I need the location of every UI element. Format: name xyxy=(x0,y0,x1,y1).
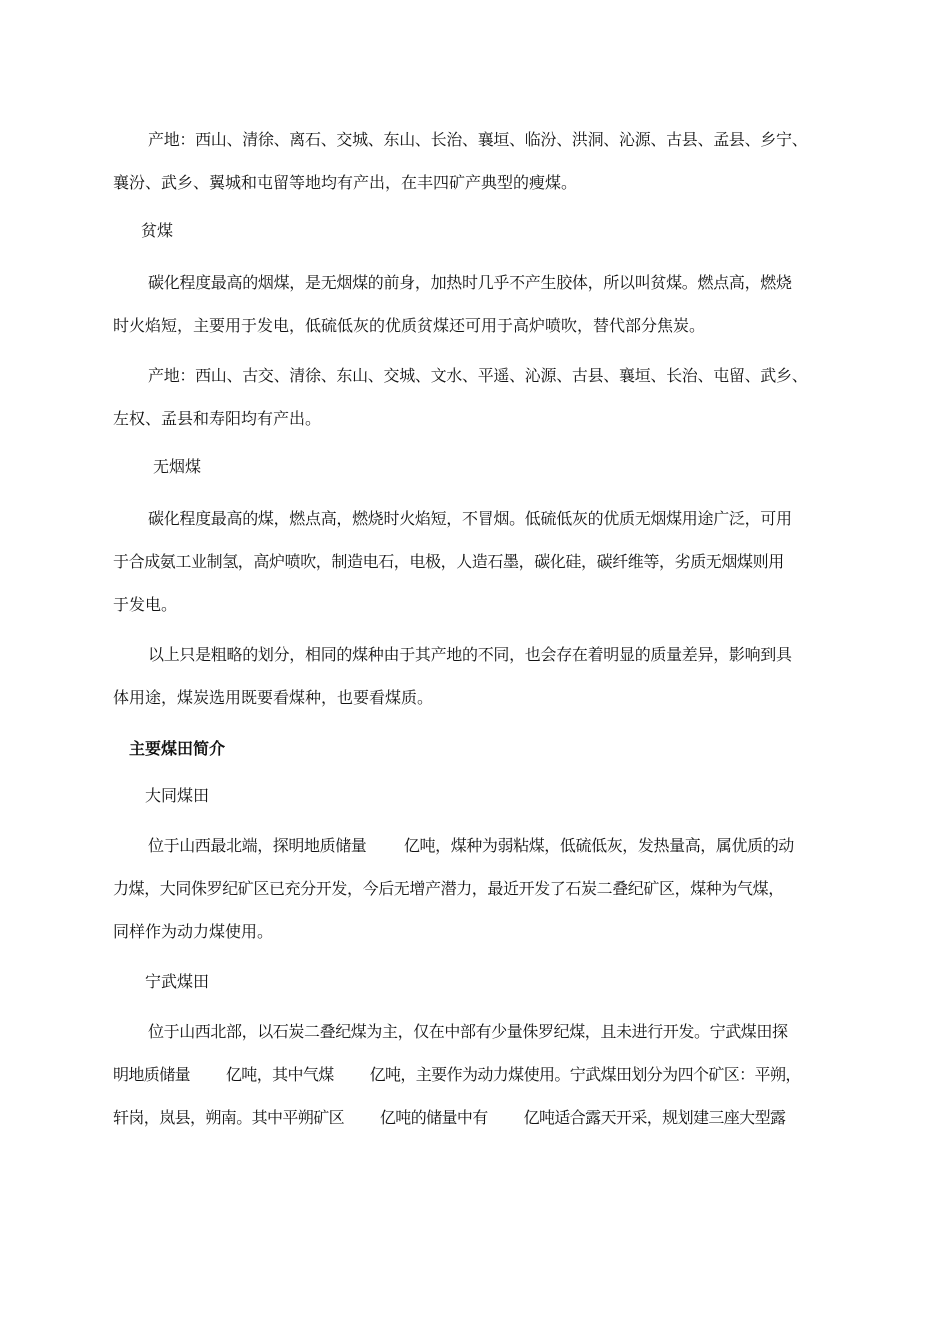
paragraph-line: 襄汾、武乡、翼城和屯留等地均有产出，在丰四矿产典型的瘦煤。 xyxy=(113,173,578,192)
section-heading: 无烟煤 xyxy=(153,457,202,476)
paragraph-line: 产地：西山、清徐、离石、交城、东山、长治、襄垣、临汾、洪洞、沁源、古县、孟县、乡宁、 xyxy=(148,130,808,149)
paragraph-line: 产地：西山、古交、清徐、东山、交城、文水、平遥、沁源、古县、襄垣、长治、屯留、武乡、 xyxy=(148,366,808,385)
section-heading: 大同煤田 xyxy=(145,786,210,805)
paragraph-line: 左权、孟县和寿阳均有产出。 xyxy=(113,409,322,428)
section-title: 主要煤田简介 xyxy=(129,739,226,758)
paragraph-line: 时火焰短，主要用于发电，低硫低灰的优质贫煤还可用于高炉喷吹，替代部分焦炭。 xyxy=(113,316,706,335)
paragraph-line: 轩岗，岚县，朔南。其中平朔矿区 亿吨的储量中有 亿吨适合露天开采，规划建三座大型露 xyxy=(113,1108,786,1127)
paragraph-line: 位于山西最北端，探明地质储量 亿吨，煤种为弱粘煤，低硫低灰，发热量高，属优质的动 xyxy=(148,836,794,855)
paragraph-line: 于合成氨工业制氢，高炉喷吹，制造电石，电极，人造石墨，碳化硅，碳纤维等，劣质无烟煤则用 xyxy=(113,552,784,571)
paragraph-line: 于发电。 xyxy=(113,595,178,614)
paragraph-line: 碳化程度最高的煤，燃点高，燃烧时火焰短，不冒烟。低硫低灰的优质无烟煤用途广泛，可用 xyxy=(148,509,792,528)
section-heading: 贫煤 xyxy=(141,221,174,240)
paragraph-line: 碳化程度最高的烟煤，是无烟煤的前身，加热时几乎不产生胶体，所以叫贫煤。燃点高，燃烧 xyxy=(148,273,792,292)
paragraph-line: 同样作为动力煤使用。 xyxy=(113,922,274,941)
paragraph-line: 力煤，大同侏罗纪矿区已充分开发，今后无增产潜力，最近开发了石炭二叠纪矿区，煤种为气煤， xyxy=(113,879,784,898)
paragraph-line: 位于山西北部，以石炭二叠纪煤为主，仅在中部有少量侏罗纪煤，且未进行开发。宁武煤田探 xyxy=(148,1022,788,1041)
paragraph-line: 以上只是粗略的划分，相同的煤种由于其产地的不同，也会存在着明显的质量差异，影响到具 xyxy=(148,645,792,664)
section-heading: 宁武煤田 xyxy=(145,972,210,991)
paragraph-line: 明地质储量 亿吨，其中气煤 亿吨，主要作为动力煤使用。宁武煤田划分为四个矿区：平朔， xyxy=(113,1065,801,1084)
paragraph-line: 体用途，煤炭选用既要看煤种，也要看煤质。 xyxy=(113,688,434,707)
